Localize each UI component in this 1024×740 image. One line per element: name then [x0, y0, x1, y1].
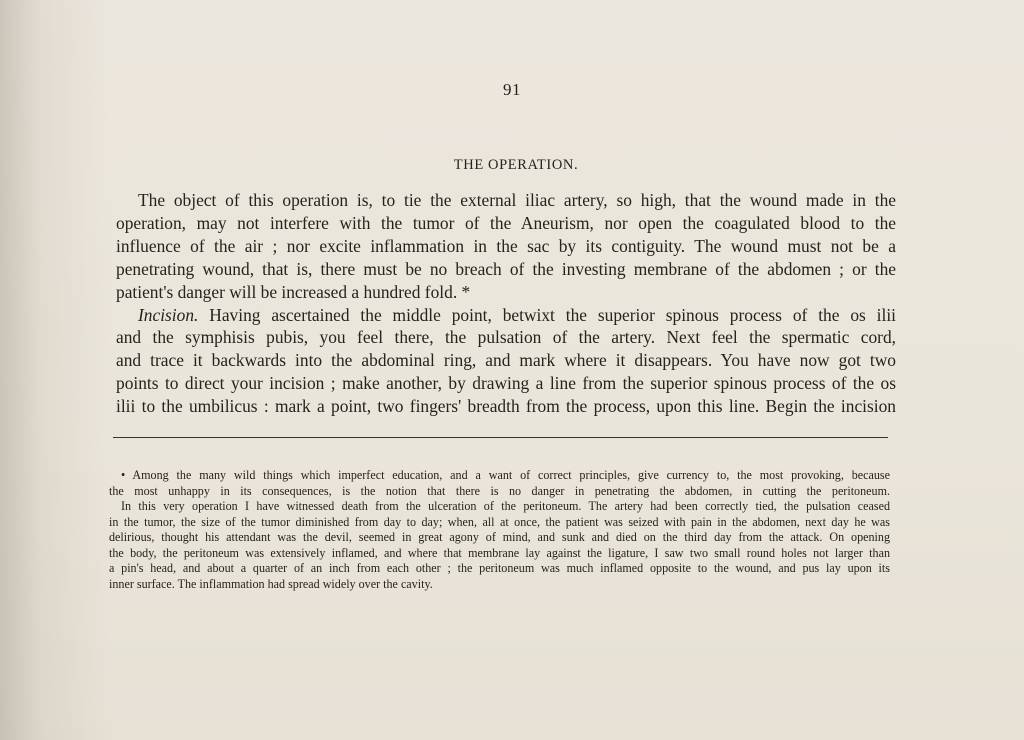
section-title: THE OPERATION.	[453, 157, 579, 173]
main-text	[116, 189, 896, 418]
page-number: 91	[503, 80, 521, 99]
body-line: influence of the air ; nor excite inflammation in the sac by its contiguity. The wound must not be a	[116, 235, 896, 256]
incision-paragraph-first-line	[116, 304, 896, 327]
footnote-block	[109, 468, 890, 592]
body-line: and trace it backwards into the abdominal ring, and mark where it disappears. You have now got two	[116, 350, 896, 371]
footnote-line: the body, the peritoneum was extensively inflamed, and where that membrane lay against the ligature, I saw two small round holes not larger than	[109, 545, 890, 560]
footnote-line: • Among the many wild things which imperfect education, and a want of correct principles, give currency to, the most provoking, because	[121, 468, 890, 482]
footnote-line: delirious, thought his attendant was the devil, seemed in great agony of mind, and sunk and died on the third day from the attack. On opening	[109, 530, 890, 544]
body-line: patient's danger will be increased a hundred fold. *	[116, 281, 471, 302]
body-line: ilii to the umbilicus : mark a point, two fingers' breadth from the process, upon this line. Begin the incision	[116, 396, 896, 417]
body-line: points to direct your incision ; make another, by drawing a line from the superior spinous process of the os	[116, 373, 896, 394]
body-line: penetrating wound, that is, there must be no breach of the investing membrane of the abdomen ; or the	[116, 258, 896, 279]
footnote-line: in the tumor, the size of the tumor diminished from day to day; when, all at once, the patient was seized with pain in the abdomen, next day he was	[109, 514, 890, 529]
footnote-line: In this very operation I have witnessed death from the ulceration of the peritoneum. The artery had been correctly tied, the pulsation ceased	[121, 499, 890, 513]
footnote-line: a pin's head, and about a quarter of an inch from each other ; the peritoneum was much inflamed opposite to the wound, and pus lay upon its	[109, 561, 890, 575]
footnote-line: the most unhappy in its consequences, is the notion that there is no danger in penetrating the abdomen, in cutting the peritoneum.	[109, 483, 890, 498]
body-line-text: Having ascertained the middle point, betwixt the superior spinous process of the os ilii	[209, 304, 896, 325]
footnote-line: inner surface. The inflammation had spread widely over the cavity.	[109, 576, 433, 591]
body-line: and the symphisis pubis, you feel there, the pulsation of the artery. Next feel the spermatic cord,	[116, 327, 896, 348]
incision-label: Incision.	[138, 304, 199, 325]
footnote-divider	[113, 437, 888, 438]
body-line: operation, may not interfere with the tumor of the Aneurism, nor open the coagulated blood to the	[116, 212, 896, 233]
body-line: The object of this operation is, to tie the external iliac artery, so high, that the wound made in the	[138, 190, 896, 210]
